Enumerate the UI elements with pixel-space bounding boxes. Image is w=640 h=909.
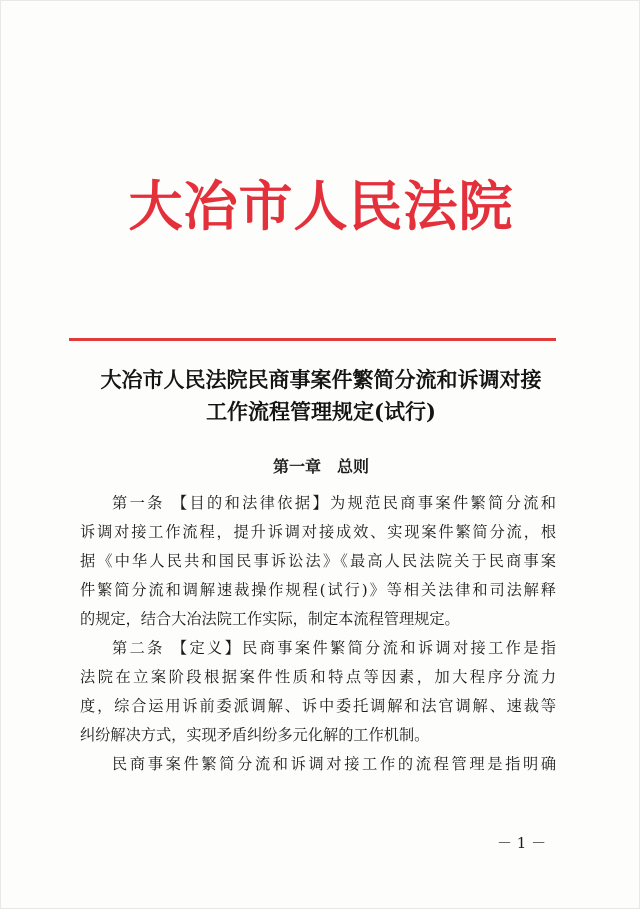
article-2-line-1: 第二条 【定义】民商事案件繁简分流和诉调对接工作是指 [112,639,556,657]
article-2-line-2: 法院在立案阶段根据案件性质和特点等因素，加大程序分流力 [80,668,556,686]
court-name-header: 大冶市人民法院 [128,174,514,238]
article-1-line-1: 第一条 【目的和法律依据】为规范民商事案件繁简分流和 [112,494,556,512]
article-1-line-2: 诉调对接工作流程，提升诉调对接成效、实现案件繁简分流，根 [80,523,556,541]
chapter-heading: 第一章 总则 [272,457,369,476]
document-title-line-1: 大冶市人民法院民商事案件繁简分流和诉调对接 [100,367,542,392]
paragraph-3-line-1: 民商事案件繁简分流和诉调对接工作的流程管理是指明确 [112,755,556,773]
article-1-line-5: 的规定，结合大冶法院工作实际，制定本流程管理规定。 [80,610,460,628]
article-1-line-3: 据《中华人民共和国民事诉讼法》《最高人民法院关于民商事案 [80,552,556,570]
article-2-line-3: 度，综合运用诉前委派调解、诉中委托调解和法官调解、速裁等 [80,697,556,715]
document-title-line-2: 工作流程管理规定(试行) [206,399,436,424]
article-1-line-4: 件繁简分流和调解速裁操作规程(试行)》等相关法律和司法解释 [80,581,556,599]
page-number: － 1 － [497,834,547,852]
article-2-line-4: 纠纷解决方式，实现矛盾纠纷多元化解的工作机制。 [80,726,430,744]
red-divider-line [69,338,556,341]
